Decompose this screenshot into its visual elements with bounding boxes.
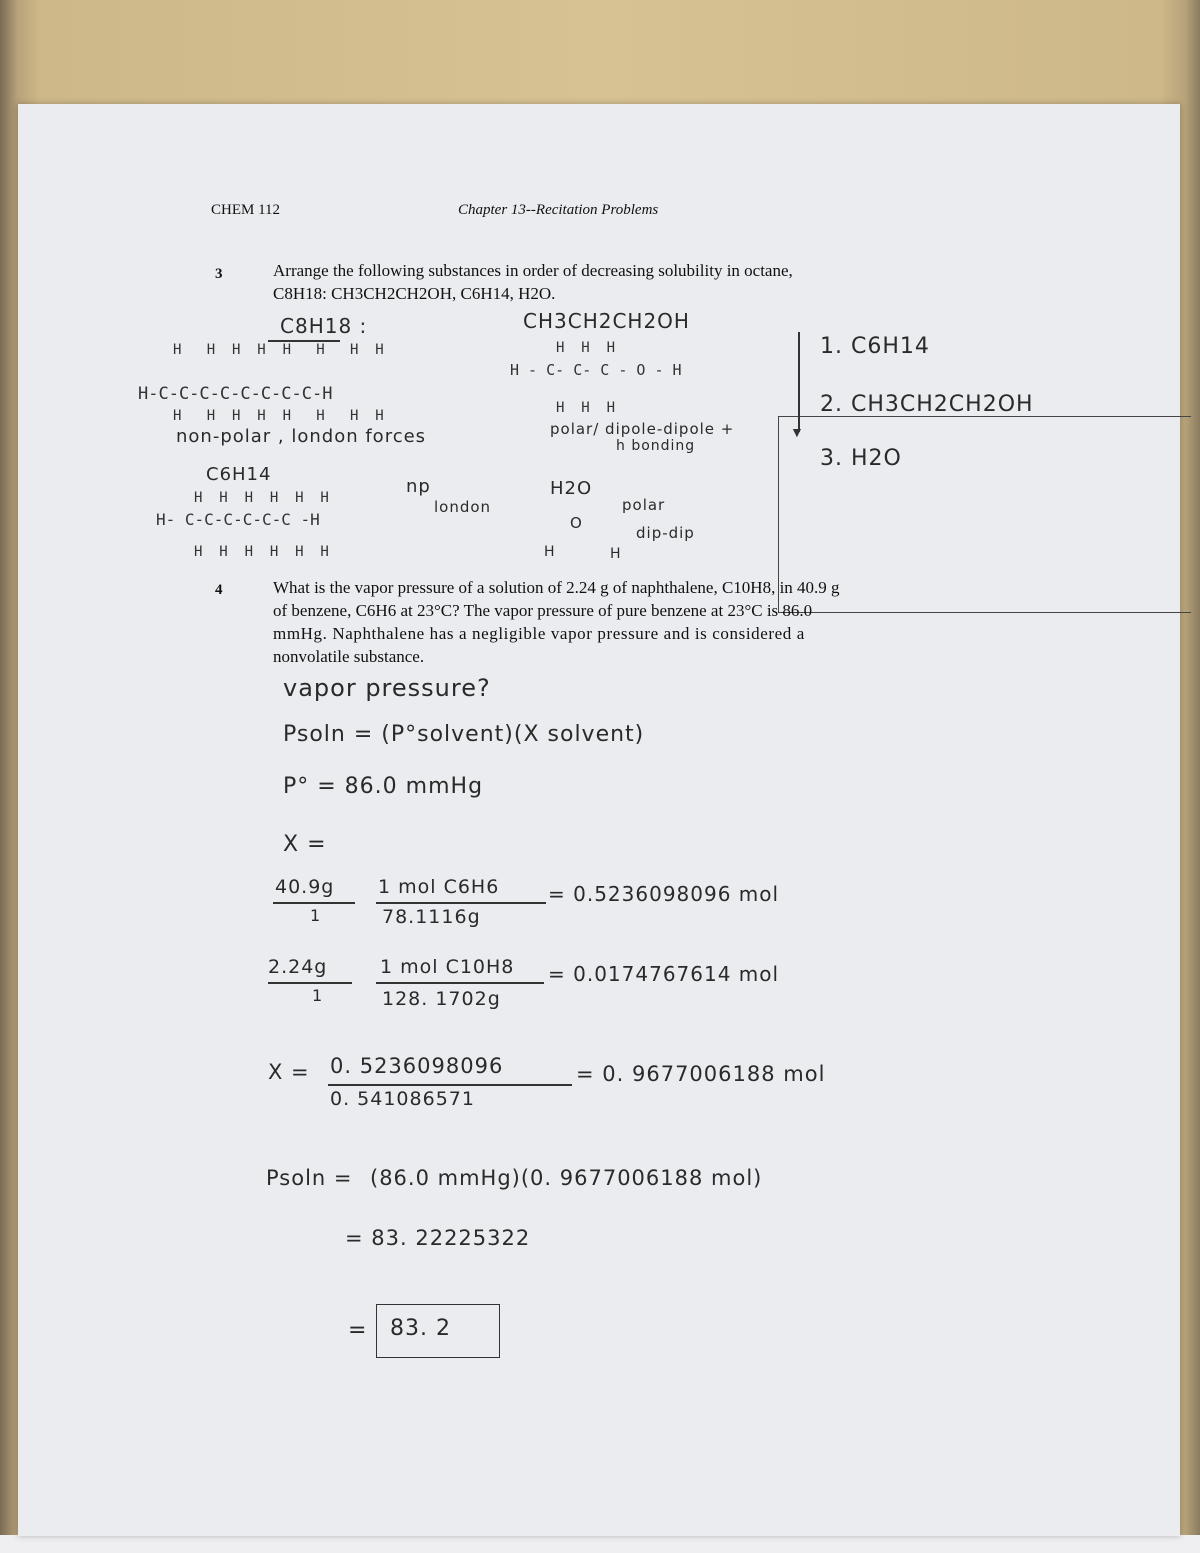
question-4-line-1: What is the vapor pressure of a solution of 2.24 g of naphthalene, C10H8, in 40.9 g — [273, 578, 840, 597]
octane-struct-top: H H H H H H H H — [173, 342, 384, 358]
question-3-number: 3 — [215, 266, 223, 282]
x-denominator: 0. 541086571 — [330, 1088, 475, 1110]
hexane-note-london: london — [434, 498, 492, 516]
answer-1: 1. C6H14 — [820, 334, 930, 359]
octane-struct-bottom: H H H H H H H H — [173, 408, 384, 424]
propanol-note-1: polar/ dipole-dipole + — [550, 420, 735, 438]
worksheet-page — [18, 104, 1180, 1536]
question-3-line-1: Arrange the following substances in order of decreasing solubility in octane, — [273, 261, 793, 280]
water-note-dipdip: dip-dip — [636, 524, 695, 542]
question-4-line-2: of benzene, C6H6 at 23°C? The vapor pressure of pure benzene at 23°C is 86.0 — [273, 601, 813, 620]
psoln-label: Psoln = — [266, 1166, 353, 1190]
question-4-line-4: nonvolatile substance. — [273, 647, 425, 666]
psoln-expression: (86.0 mmHg)(0. 9677006188 mol) — [370, 1166, 763, 1190]
question-3-line-2: C8H18: CH3CH2CH2OH, C6H14, H2O. — [273, 284, 556, 303]
work-p0: P° = 86.0 mmHg — [283, 774, 484, 799]
octane-label: C8H18 : — [280, 314, 368, 338]
calc2-denominator: 1 — [312, 986, 324, 1005]
hexane-struct-middle: H- C-C-C-C-C-C -H — [156, 510, 320, 529]
work-heading: vapor pressure? — [283, 674, 491, 702]
answer-3: 3. H2O — [820, 446, 902, 471]
water-note-polar: polar — [622, 496, 666, 514]
hexane-note-np: np — [406, 476, 431, 497]
course-code: CHEM 112 — [211, 202, 281, 218]
water-oxygen: O — [570, 514, 583, 532]
answer-2: 2. CH3CH2CH2OH — [820, 392, 1034, 417]
question-4-number: 4 — [215, 582, 223, 598]
arrow-down-icon: ▼ — [790, 426, 804, 441]
propanol-struct-top: H H H — [556, 340, 616, 356]
calc1-conversion-numerator: 1 mol C6H6 — [378, 876, 500, 898]
calc2-conversion-denominator: 128. 1702g — [382, 988, 501, 1010]
bottom-margin — [0, 1535, 1200, 1553]
psoln-value: = 83. 22225322 — [345, 1226, 531, 1250]
question-4-line-3: mmHg. Naphthalene has a negligible vapor pressure and is considered a — [273, 624, 805, 643]
final-equals: = — [348, 1318, 368, 1343]
water-label: H2O — [550, 478, 593, 499]
x-result: = 0. 9677006188 mol — [576, 1062, 826, 1086]
octane-note: non-polar , london forces — [176, 426, 427, 447]
final-answer: 83. 2 — [390, 1316, 451, 1341]
calc2-numerator: 2.24g — [268, 956, 328, 978]
water-hydrogen-left: H — [544, 544, 556, 560]
work-x-eq: X = — [283, 832, 327, 857]
propanol-struct-bottom: H H H — [556, 400, 616, 416]
calc2-result: = 0.0174767614 mol — [548, 962, 780, 986]
water-hydrogen-right: H — [610, 546, 622, 562]
octane-struct-middle: H-C-C-C-C-C-C-C-C-H — [138, 384, 333, 404]
calc1-conversion-denominator: 78.1116g — [382, 906, 481, 928]
hexane-struct-top: H H H H H H — [194, 490, 329, 506]
work-formula: Psoln = (P°solvent)(X solvent) — [283, 722, 645, 747]
propanol-note-2: h bonding — [616, 438, 696, 454]
calc1-result: = 0.5236098096 mol — [548, 882, 780, 906]
hexane-label: C6H14 — [206, 464, 272, 485]
calc1-denominator: 1 — [310, 906, 322, 925]
page-title: Chapter 13--Recitation Problems — [458, 202, 659, 218]
x-numerator: 0. 5236098096 — [330, 1054, 504, 1078]
propanol-label: CH3CH2CH2OH — [523, 309, 690, 333]
propanol-struct-middle: H - C- C- C - O - H — [510, 361, 682, 379]
x-label: X = — [268, 1060, 310, 1084]
calc1-numerator: 40.9g — [275, 876, 335, 898]
hexane-struct-bottom: H H H H H H — [194, 544, 329, 560]
calc2-conversion-numerator: 1 mol C10H8 — [380, 956, 515, 978]
